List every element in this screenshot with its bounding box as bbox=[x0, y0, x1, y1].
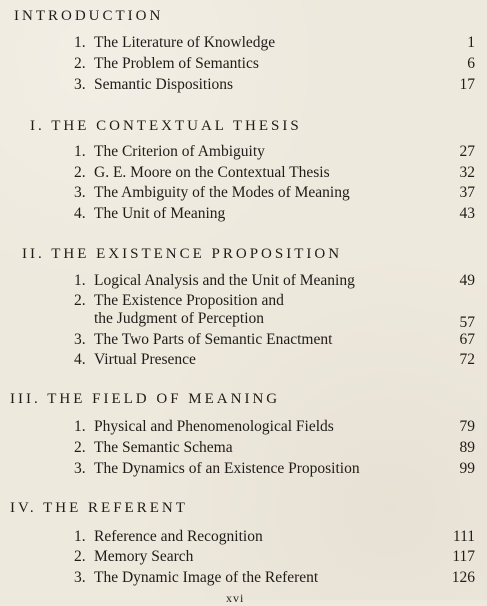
section-title: III. THE FIELD OF MEANING bbox=[10, 391, 281, 407]
entry-number: 1. bbox=[74, 34, 86, 51]
entry-number: 4. bbox=[74, 351, 86, 368]
page-number: 89 bbox=[459, 439, 475, 456]
entry-number: 1. bbox=[74, 418, 86, 435]
entry-title: The Dynamics of an Existence Proposition bbox=[94, 460, 360, 477]
entry-title-line-2: the Judgment of Perception bbox=[94, 310, 265, 327]
page-number: 72 bbox=[459, 351, 475, 368]
entry-title: Reference and Recognition bbox=[94, 528, 263, 545]
entry-title: Physical and Phenomenological Fields bbox=[94, 418, 334, 435]
page-number: 117 bbox=[452, 548, 475, 565]
toc-entry bbox=[74, 34, 475, 52]
section-title: IV. THE REFERENT bbox=[10, 500, 188, 516]
entry-title: Semantic Dispositions bbox=[94, 76, 234, 93]
page-number: 27 bbox=[459, 143, 475, 160]
section-title: II. THE EXISTENCE PROPOSITION bbox=[22, 246, 343, 262]
entry-title: The Two Parts of Semantic Enactment bbox=[94, 331, 333, 348]
page-number: 57 bbox=[459, 314, 475, 331]
entry-title: The Unit of Meaning bbox=[94, 205, 226, 222]
entry-title: The Literature of Knowledge bbox=[94, 34, 276, 51]
entry-title: The Problem of Semantics bbox=[94, 55, 259, 72]
toc-entry bbox=[74, 439, 475, 457]
entry-number: 2. bbox=[74, 439, 86, 456]
toc-entry bbox=[74, 569, 475, 587]
entry-title: The Ambiguity of the Modes of Meaning bbox=[94, 184, 350, 201]
page-number: 111 bbox=[452, 528, 475, 545]
page-number: 49 bbox=[459, 272, 475, 289]
toc-entry bbox=[74, 528, 475, 546]
page-number: 1 bbox=[467, 34, 475, 51]
toc-entry bbox=[74, 331, 475, 349]
page-number: 79 bbox=[459, 418, 475, 435]
entry-number: 4. bbox=[74, 205, 86, 222]
toc-entry bbox=[74, 184, 475, 202]
entry-number: 1. bbox=[74, 272, 86, 289]
toc-entry bbox=[74, 164, 475, 182]
page-number: 6 bbox=[467, 55, 475, 72]
entry-title: The Dynamic Image of the Referent bbox=[94, 569, 319, 586]
entry-title: The Semantic Schema bbox=[94, 439, 233, 456]
toc-entry bbox=[74, 143, 475, 161]
entry-number: 3. bbox=[74, 460, 86, 477]
entry-number: 3. bbox=[74, 76, 86, 93]
section-title: INTRODUCTION bbox=[14, 8, 164, 24]
toc-entry bbox=[74, 76, 475, 94]
entry-title-line-1: The Existence Proposition and bbox=[94, 292, 284, 309]
toc-entry bbox=[74, 418, 475, 436]
entry-number: 1. bbox=[74, 528, 86, 545]
entry-title bbox=[94, 292, 434, 328]
page-number: 17 bbox=[459, 76, 475, 93]
toc-entry bbox=[74, 292, 475, 332]
entry-number: 3. bbox=[74, 569, 86, 586]
entry-number: 1. bbox=[74, 143, 86, 160]
toc-entry bbox=[74, 55, 475, 73]
entry-title: Virtual Presence bbox=[94, 351, 196, 368]
toc-entry bbox=[74, 548, 475, 566]
entry-title: Memory Search bbox=[94, 548, 194, 565]
page-number: 32 bbox=[459, 164, 475, 181]
page-number: 43 bbox=[459, 205, 475, 222]
entry-number: 2. bbox=[74, 548, 86, 565]
toc-entry bbox=[74, 351, 475, 369]
toc-entry bbox=[74, 205, 475, 223]
toc-entry bbox=[74, 272, 475, 290]
page-number: 126 bbox=[451, 569, 475, 586]
entry-title: The Criterion of Ambiguity bbox=[94, 143, 265, 160]
entry-number: 2. bbox=[74, 292, 86, 309]
entry-number: 3. bbox=[74, 331, 86, 348]
entry-title: G. E. Moore on the Contextual Thesis bbox=[94, 164, 330, 181]
section-title: I. THE CONTEXTUAL THESIS bbox=[30, 118, 302, 134]
page-footer: xvi bbox=[226, 591, 245, 605]
page-number: 99 bbox=[459, 460, 475, 477]
page-number: 37 bbox=[459, 184, 475, 201]
entry-title: Logical Analysis and the Unit of Meaning bbox=[94, 272, 355, 289]
entry-number: 2. bbox=[74, 164, 86, 181]
toc-entry bbox=[74, 460, 475, 478]
entry-number: 2. bbox=[74, 55, 86, 72]
page-number: 67 bbox=[459, 331, 475, 348]
entry-number: 3. bbox=[74, 184, 86, 201]
